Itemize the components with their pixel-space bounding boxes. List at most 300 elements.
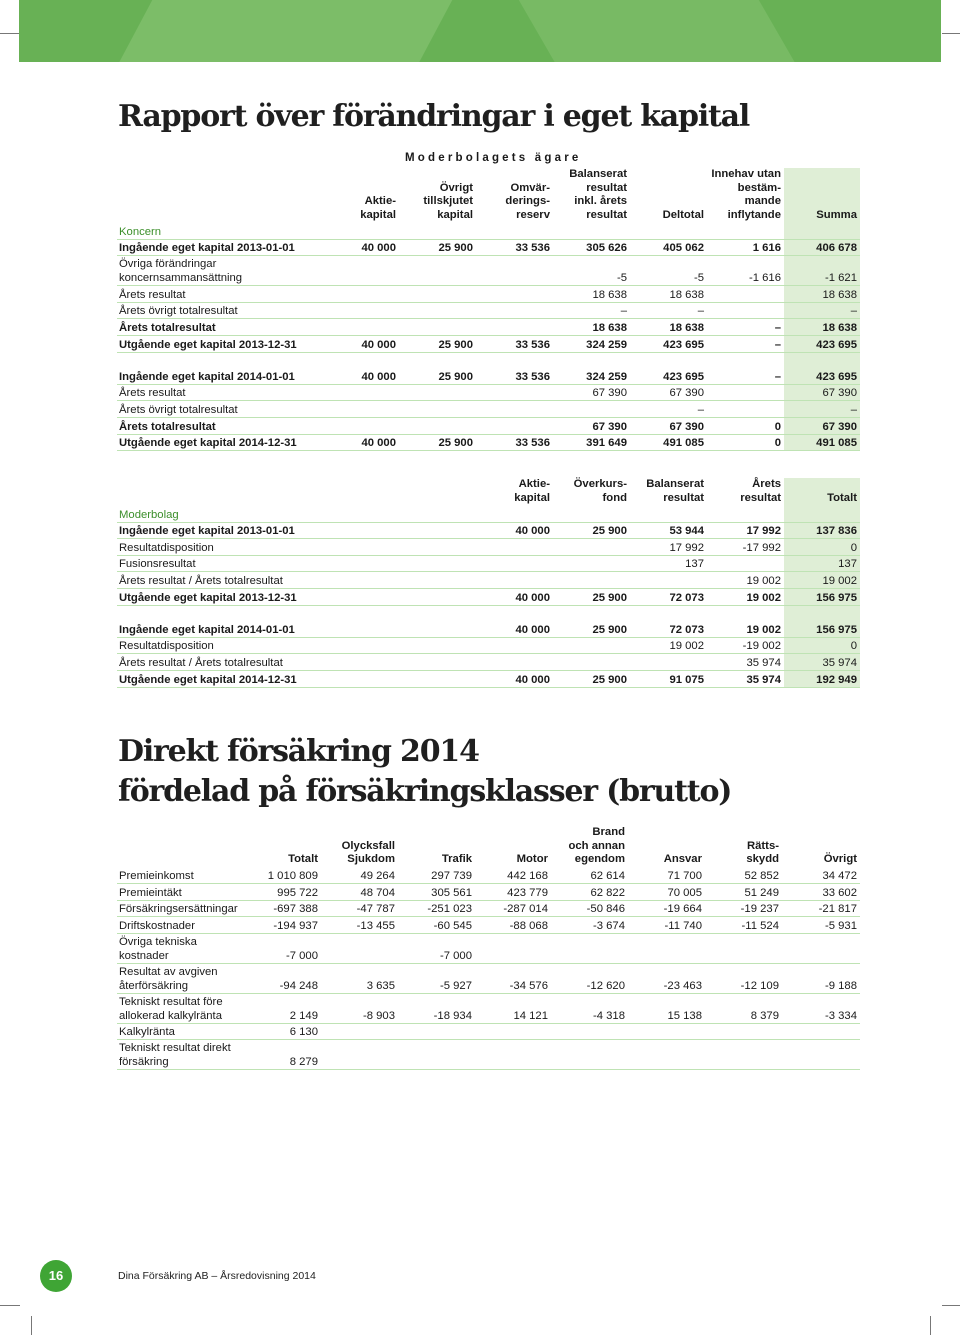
column-header-line: Övrigt <box>823 853 857 865</box>
table-cell <box>399 401 476 418</box>
table-cell: 405 062 <box>630 239 707 256</box>
column-header-line: derings- <box>505 195 550 207</box>
table-cell <box>705 1023 782 1040</box>
column-header-line: Omvär- <box>510 181 550 194</box>
table-cell: – <box>630 401 707 418</box>
table-cell: -21 817 <box>782 900 860 917</box>
row-label: Tekniskt resultat före allokerad kalkylränta <box>117 993 244 1023</box>
column-header <box>476 168 553 223</box>
table-cell <box>475 933 551 963</box>
table-cell: -34 576 <box>475 963 551 993</box>
column-header-line: kapital <box>360 208 396 221</box>
table-cell: 40 000 <box>322 368 399 384</box>
table-cell <box>782 1023 860 1040</box>
table-cell <box>322 506 399 522</box>
column-header-line: reserv <box>516 208 550 221</box>
table-row <box>117 933 860 963</box>
table-cell: -287 014 <box>475 900 551 917</box>
table-cell <box>322 654 399 671</box>
row-label: Årets övrigt totalresultat <box>117 401 322 418</box>
table-cell: -11 740 <box>628 917 705 934</box>
table-row <box>117 670 860 687</box>
table-cell: 406 678 <box>784 239 860 256</box>
table-cell: 67 390 <box>553 384 630 401</box>
column-header-line: Sjukdom <box>347 853 395 865</box>
table-row <box>117 917 860 934</box>
table-row <box>117 555 860 572</box>
table-cell: -47 787 <box>321 900 398 917</box>
table-cell <box>322 384 399 401</box>
table-cell <box>322 588 399 605</box>
table-cell: 192 949 <box>784 670 860 687</box>
table-cell: 3 635 <box>321 963 398 993</box>
table-cell: 18 638 <box>784 319 860 336</box>
table-cell <box>707 286 784 303</box>
table-cell <box>628 933 705 963</box>
table-cell <box>553 223 630 239</box>
table-cell <box>553 572 630 589</box>
table-cell: 25 900 <box>399 368 476 384</box>
table-cell <box>399 384 476 401</box>
table-cell <box>707 555 784 572</box>
table-cell: 25 900 <box>399 335 476 352</box>
table-cell <box>553 401 630 418</box>
table-cell: 423 695 <box>784 335 860 352</box>
column-header-line: Aktie- <box>518 478 550 490</box>
table-row <box>117 368 860 384</box>
table-cell <box>476 605 553 621</box>
row-label: Årets resultat / Årets totalresultat <box>117 572 322 589</box>
table-cell <box>322 417 399 434</box>
table-cell <box>551 1040 628 1070</box>
table-cell: -60 545 <box>398 917 475 934</box>
table-cell <box>399 256 476 286</box>
row-label <box>117 605 322 621</box>
table-cell: 442 168 <box>475 868 551 884</box>
table-cell <box>322 555 399 572</box>
table-cell: 1 616 <box>707 239 784 256</box>
table-row <box>117 654 860 671</box>
column-header-line: inflytande <box>727 208 781 221</box>
table-cell: -13 455 <box>321 917 398 934</box>
table-cell: -7 000 <box>398 933 475 963</box>
table-cell: 423 695 <box>630 368 707 384</box>
row-label: Premieintäkt <box>117 884 244 901</box>
row-label: Ingående eget kapital 2013-01-01 <box>117 522 322 539</box>
table-cell: 491 085 <box>784 434 860 451</box>
table-cell: 0 <box>784 539 860 556</box>
table-cell <box>630 572 707 589</box>
table-row <box>117 352 860 368</box>
parent-equity-table <box>117 478 860 688</box>
table-cell: 91 075 <box>630 670 707 687</box>
table-cell <box>399 572 476 589</box>
table-cell: 137 836 <box>784 522 860 539</box>
table-cell <box>630 223 707 239</box>
table-cell: 391 649 <box>553 434 630 451</box>
page-number: 16 <box>40 1260 72 1292</box>
table-cell: 33 536 <box>476 239 553 256</box>
table-cell: 62 822 <box>551 884 628 901</box>
table-row <box>117 868 860 884</box>
column-header-line: Balanserat <box>569 168 627 180</box>
row-label: Årets övrigt totalresultat <box>117 302 322 319</box>
column-header-line: resultat <box>586 208 627 221</box>
crop-mark <box>31 1316 32 1335</box>
row-label: Driftskostnader <box>117 917 244 934</box>
table-row <box>117 506 860 522</box>
table-cell: 25 900 <box>553 522 630 539</box>
table-cell: 72 073 <box>630 588 707 605</box>
table-row <box>117 239 860 256</box>
table-cell <box>399 352 476 368</box>
column-header-line: Överkurs- <box>573 478 627 490</box>
row-label: Utgående eget kapital 2013-12-31 <box>117 588 322 605</box>
table-cell: – <box>784 302 860 319</box>
column-header-line: Totalt <box>827 491 857 504</box>
column-header-line: Aktie- <box>364 195 396 207</box>
table-row <box>117 1040 860 1070</box>
table-cell: 297 739 <box>398 868 475 884</box>
table-cell: 67 390 <box>784 417 860 434</box>
table-cell: 40 000 <box>322 434 399 451</box>
table-cell <box>707 302 784 319</box>
table-cell: 18 638 <box>630 319 707 336</box>
table-cell: -3 334 <box>782 993 860 1023</box>
row-label: Årets resultat <box>117 384 322 401</box>
row-label: Moderbolag <box>117 506 322 522</box>
table-cell <box>399 223 476 239</box>
table-cell <box>553 539 630 556</box>
table-cell: 19 002 <box>630 637 707 654</box>
column-header <box>705 826 782 868</box>
table-cell <box>475 1023 551 1040</box>
table-cell: 33 536 <box>476 368 553 384</box>
table-row <box>117 335 860 352</box>
column-header-line: kapital <box>437 208 473 221</box>
column-header-line: Summa <box>816 208 857 221</box>
table-cell: -5 927 <box>398 963 475 993</box>
table-cell <box>475 1040 551 1070</box>
table-cell <box>322 522 399 539</box>
table-cell: 40 000 <box>476 522 553 539</box>
header-cell <box>117 168 322 223</box>
section-title-insurance-line2: fördelad på försäkringsklasser (brutto) <box>118 774 732 809</box>
table-cell <box>630 605 707 621</box>
table-cell: 33 602 <box>782 884 860 901</box>
table-cell <box>553 654 630 671</box>
table-cell: 305 561 <box>398 884 475 901</box>
table-cell: 34 472 <box>782 868 860 884</box>
table-row <box>117 522 860 539</box>
table-cell: 15 138 <box>628 993 705 1023</box>
table-row <box>117 605 860 621</box>
table-cell <box>630 352 707 368</box>
table-cell: -18 934 <box>398 993 475 1023</box>
table-cell: – <box>707 368 784 384</box>
table-cell <box>553 506 630 522</box>
table-cell: -5 931 <box>782 917 860 934</box>
column-header <box>784 478 860 506</box>
column-header <box>628 826 705 868</box>
table-row <box>117 621 860 637</box>
table-cell <box>707 384 784 401</box>
table-cell <box>476 223 553 239</box>
row-label <box>117 352 322 368</box>
table-row <box>117 637 860 654</box>
table-cell: 40 000 <box>322 239 399 256</box>
table-cell <box>399 286 476 303</box>
table-cell <box>399 319 476 336</box>
table-cell <box>784 605 860 621</box>
column-header <box>321 826 398 868</box>
table-cell <box>399 302 476 319</box>
table-cell: – <box>630 302 707 319</box>
column-header <box>630 168 707 223</box>
table-cell: 67 390 <box>553 417 630 434</box>
table-cell: 40 000 <box>476 670 553 687</box>
table-cell: -4 318 <box>551 993 628 1023</box>
table-cell <box>476 417 553 434</box>
section-title-insurance-line1: Direkt försäkring 2014 <box>118 734 479 769</box>
table-cell <box>476 637 553 654</box>
table-cell: 18 638 <box>784 286 860 303</box>
table-cell: 49 264 <box>321 868 398 884</box>
column-header <box>553 478 630 506</box>
table-cell <box>399 670 476 687</box>
table-cell <box>399 637 476 654</box>
table-cell <box>476 401 553 418</box>
table-cell <box>399 522 476 539</box>
table-cell <box>476 319 553 336</box>
table-cell: 8 379 <box>705 993 782 1023</box>
table-row <box>117 434 860 451</box>
table-cell: 423 779 <box>475 884 551 901</box>
column-header-line: Årets <box>752 478 781 490</box>
column-header-line: kapital <box>514 491 550 504</box>
table-cell <box>399 506 476 522</box>
table-cell: 6 130 <box>244 1023 321 1040</box>
table-cell: 137 <box>630 555 707 572</box>
table-cell: – <box>707 319 784 336</box>
table-cell <box>553 637 630 654</box>
column-header-line: Ansvar <box>663 853 702 865</box>
table-cell <box>476 572 553 589</box>
table-cell: -50 846 <box>551 900 628 917</box>
table-cell <box>553 605 630 621</box>
table-row <box>117 319 860 336</box>
column-header <box>476 478 553 506</box>
table-cell: – <box>784 401 860 418</box>
table-cell: 62 614 <box>551 868 628 884</box>
table-cell <box>322 605 399 621</box>
table-cell <box>476 286 553 303</box>
column-header-line: Trafik <box>441 853 472 865</box>
table-cell <box>322 670 399 687</box>
table-cell <box>321 1040 398 1070</box>
table-cell: 25 900 <box>399 239 476 256</box>
table-cell <box>399 539 476 556</box>
row-label: Resultatdisposition <box>117 637 322 654</box>
table-cell: 33 536 <box>476 335 553 352</box>
table-cell: -19 002 <box>707 637 784 654</box>
table-cell <box>398 1040 475 1070</box>
table-cell <box>322 319 399 336</box>
table-cell <box>476 302 553 319</box>
column-header <box>707 168 784 223</box>
table-cell: 0 <box>707 434 784 451</box>
table-cell: 18 638 <box>630 286 707 303</box>
crop-mark <box>942 33 960 34</box>
table-cell: 0 <box>784 637 860 654</box>
table-cell <box>322 621 399 637</box>
table-cell: 67 390 <box>630 384 707 401</box>
table-cell <box>476 539 553 556</box>
table-cell <box>707 352 784 368</box>
table-cell: 156 975 <box>784 588 860 605</box>
table-cell <box>707 506 784 522</box>
table-cell <box>476 256 553 286</box>
banner-shape <box>513 0 805 62</box>
table-cell: 19 002 <box>784 572 860 589</box>
table-cell <box>551 1023 628 1040</box>
table-cell: -3 674 <box>551 917 628 934</box>
table-cell: 25 900 <box>553 670 630 687</box>
table-cell: -23 463 <box>628 963 705 993</box>
table-cell <box>476 506 553 522</box>
table-cell: -11 524 <box>705 917 782 934</box>
table-cell: 67 390 <box>784 384 860 401</box>
row-label: Kalkylränta <box>117 1023 244 1040</box>
column-header-line: resultat <box>740 491 781 504</box>
row-label: Fusionsresultat <box>117 555 322 572</box>
table-cell <box>784 352 860 368</box>
table-cell: -19 237 <box>705 900 782 917</box>
column-header <box>322 478 399 506</box>
table-cell: -12 620 <box>551 963 628 993</box>
row-label: Ingående eget kapital 2014-01-01 <box>117 368 322 384</box>
row-label: Försäkringsersättningar <box>117 900 244 917</box>
table-cell <box>628 1040 705 1070</box>
table-row <box>117 302 860 319</box>
column-header <box>551 826 628 868</box>
header-banner <box>19 0 941 62</box>
crop-mark <box>930 1316 931 1335</box>
column-header <box>399 478 476 506</box>
table-cell <box>707 223 784 239</box>
row-label: Koncern <box>117 223 322 239</box>
column-header <box>707 478 784 506</box>
row-label: Premieinkomst <box>117 868 244 884</box>
table-cell: – <box>553 302 630 319</box>
table-cell: -94 248 <box>244 963 321 993</box>
owner-group-label: Moderbolagets ägare <box>405 152 582 164</box>
row-label: Ingående eget kapital 2014-01-01 <box>117 621 322 637</box>
table-cell <box>399 417 476 434</box>
crop-mark <box>0 33 20 34</box>
table-cell <box>399 621 476 637</box>
table-cell <box>322 539 399 556</box>
table-cell: 48 704 <box>321 884 398 901</box>
banner-shape <box>115 0 463 62</box>
crop-mark <box>942 1305 960 1306</box>
table-row <box>117 963 860 993</box>
table-row <box>117 256 860 286</box>
table-cell: 40 000 <box>476 621 553 637</box>
table-cell <box>476 352 553 368</box>
column-header <box>244 826 321 868</box>
table-header-row <box>117 478 860 506</box>
table-cell: 72 073 <box>630 621 707 637</box>
crop-mark <box>0 1305 20 1306</box>
column-header-line: egendom <box>574 853 625 865</box>
column-header-line: resultat <box>663 491 704 504</box>
table-cell <box>782 933 860 963</box>
table-cell <box>322 352 399 368</box>
row-label: Utgående eget kapital 2014-12-31 <box>117 434 322 451</box>
table-cell: -7 000 <box>244 933 321 963</box>
table-cell: 67 390 <box>630 417 707 434</box>
table-cell <box>322 637 399 654</box>
table-cell <box>322 401 399 418</box>
table-cell: -1 616 <box>707 256 784 286</box>
table-cell: 324 259 <box>553 335 630 352</box>
table-cell <box>476 555 553 572</box>
table-cell: – <box>707 335 784 352</box>
table-row <box>117 588 860 605</box>
column-header-line: skydd <box>746 853 779 865</box>
table-cell: 33 536 <box>476 434 553 451</box>
section-title-equity: Rapport över förändringar i eget kapital <box>118 99 750 134</box>
equity-changes-table <box>117 168 860 451</box>
table-cell <box>399 555 476 572</box>
table-cell <box>476 654 553 671</box>
column-header-line: Balanserat <box>646 478 704 490</box>
table-cell: 40 000 <box>322 335 399 352</box>
column-header-line: tillskjutet <box>423 195 473 207</box>
table-header-row <box>117 168 860 223</box>
table-cell <box>707 401 784 418</box>
table-row <box>117 223 860 239</box>
table-cell: 18 638 <box>553 286 630 303</box>
table-row <box>117 539 860 556</box>
table-cell: -88 068 <box>475 917 551 934</box>
table-cell <box>398 1023 475 1040</box>
table-cell <box>322 286 399 303</box>
table-cell <box>321 1023 398 1040</box>
table-cell <box>628 1023 705 1040</box>
row-label: Årets resultat <box>117 286 322 303</box>
table-row <box>117 1023 860 1040</box>
table-cell: -17 992 <box>707 539 784 556</box>
column-header <box>322 168 399 223</box>
table-cell: -251 023 <box>398 900 475 917</box>
table-cell <box>399 588 476 605</box>
table-cell <box>630 506 707 522</box>
table-cell: 995 722 <box>244 884 321 901</box>
row-label: Utgående eget kapital 2013-12-31 <box>117 335 322 352</box>
table-cell: 25 900 <box>553 621 630 637</box>
table-cell: 52 852 <box>705 868 782 884</box>
table-cell <box>553 555 630 572</box>
table-cell: 423 695 <box>784 368 860 384</box>
footer-text: Dina Försäkring AB – Årsredovisning 2014 <box>118 1270 316 1282</box>
header-cell <box>117 826 244 868</box>
table-cell: -19 664 <box>628 900 705 917</box>
table-cell: 35 974 <box>707 670 784 687</box>
table-cell: 17 992 <box>707 522 784 539</box>
table-row <box>117 900 860 917</box>
